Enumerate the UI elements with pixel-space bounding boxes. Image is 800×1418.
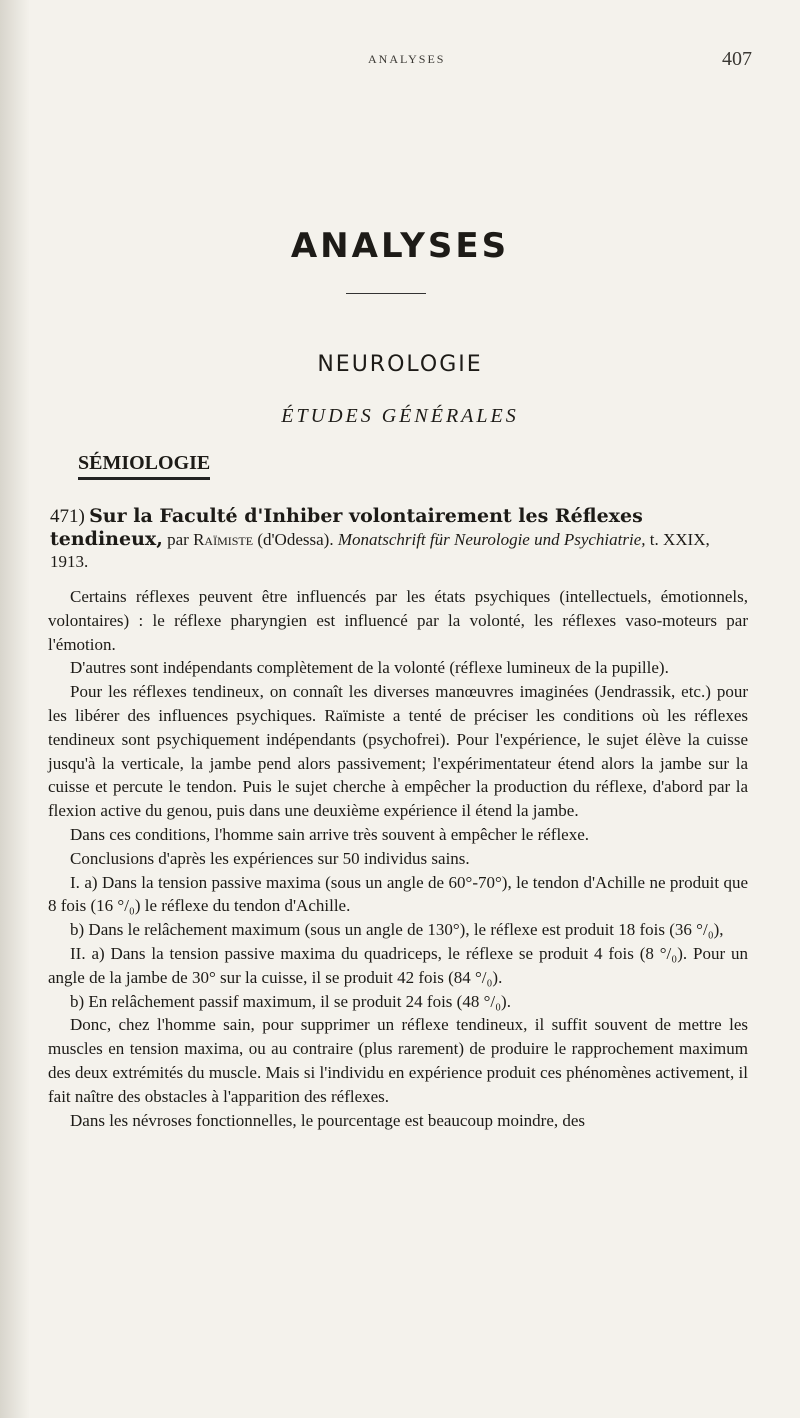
paragraph: Dans ces conditions, l'homme sain arrive très souvent à empêcher le réflexe. [70,824,590,844]
paragraph: Pour les réflexes tendineux, on connaît les diverses manœuvres imaginées (Jendrassik, etc.) pour les libérer des influences psychiques. Raïmiste a tenté de préciser les conditions où les réflexes tendineux sont psychiquement indépendants (psychofrei). Pour l'expérience, le sujet élève la cuisse jusqu'à la verticale, la jambe pend alors passivement; l'expérimentateur étend alors la jambe sur la cuisse et percute le tendon. Puis le sujet cherche à empêcher la production du réflexe, d'abord par la flexion active du genou, puis dans une deuxième expérience il étend la jambe. [48,682,748,821]
article-author: Raïmiste [193,530,254,549]
paragraph: b) En relâchement passif maximum, il se produit 24 fois (48 °/₀). [70,991,511,1011]
paragraph: Dans les névroses fonctionnelles, le pourcentage est beaucoup moindre, des [70,1110,586,1130]
article-number: 471) [50,506,85,527]
paragraph: II. a) Dans la tension passive maxima du quadriceps, le réflexe se produit 4 fois (8 °/₀). Pour un angle de la jambe de 30° sur la cuisse, il se produit 42 fois (84 °/₀). [48,943,748,987]
article-body [48,585,748,1132]
subsection-title: ÉTUDES GÉNÉRALES [281,405,519,427]
rubric-heading: SÉMIOLOGIE [78,452,210,480]
title-rule [346,293,426,294]
section-title: NEUROLOGIE [317,352,483,377]
paragraph: I. a) Dans la tension passive maxima (sous un angle de 60°-70°), le tendon d'Achille ne produit que 8 fois (16 °/₀) le réflexe du tendon d'Achille. [48,872,748,916]
paragraph: D'autres sont indépendants complètement de la volonté (réflexe lumineux de la pupille). [70,658,669,678]
paragraph: Donc, chez l'homme sain, pour supprimer un réflexe tendineux, il suffit souvent de mettre les muscles en tension maxima, ou au contraire (plus rarement) de produire le rapprochement maximum des deux extrémités du muscle. Mais si l'individu en expérience produit ces phénomènes activement, il fait naître des obstacles à l'apparition des réflexes. [48,1015,748,1106]
article-title: Sur la Faculté d'Inhiber volontairement les Réflexes tendineux, [50,505,643,550]
paragraph: Conclusions d'après les expériences sur 50 individus sains. [70,848,470,868]
page-number: 407 [722,48,752,70]
paragraph: Certains réflexes peuvent être influencés par les états psychiques (intellectuels, émotionnels, volontaires) : le réflexe pharyngien est influencé par la volonté, les réflexes vaso-moteurs par l'émotion. [48,587,748,654]
article-heading [50,505,748,573]
running-head [0,48,800,72]
page-gutter-shadow [0,0,30,1418]
paragraph: b) Dans le relâchement maximum (sous un angle de 130°), le réflexe est produit 18 fois (36 °/₀), [70,920,724,940]
article-volume: t. XXIX, 1913. [50,530,710,571]
main-title: ANALYSES [290,226,510,266]
article-by: par [167,530,189,549]
article-affiliation: (d'Odessa). [257,530,334,549]
article-journal: Monatschrift für Neurologie und Psychiatrie, [337,530,646,549]
running-head-title: ANALYSES [368,52,446,66]
